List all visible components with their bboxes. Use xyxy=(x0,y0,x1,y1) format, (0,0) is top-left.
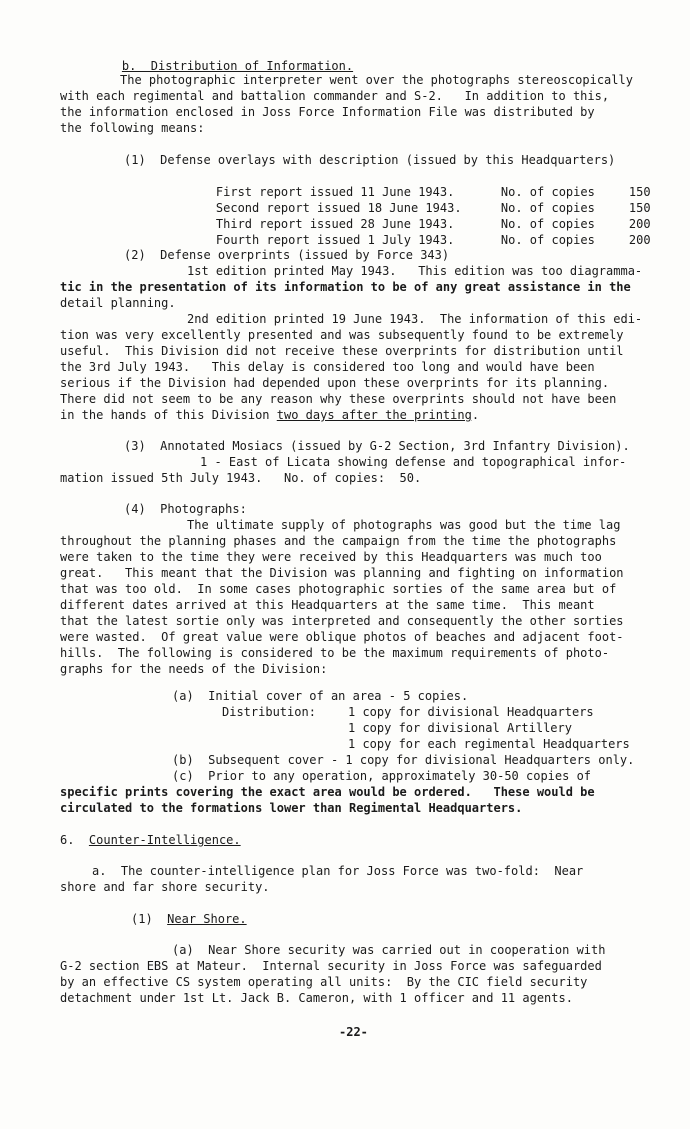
distribution-item: 1 copy for divisional Headquarters xyxy=(348,705,594,719)
section-title: Counter-Intelligence. xyxy=(88,833,241,847)
report-name: Fourth report issued 1 July 1943. xyxy=(215,233,455,247)
paragraph-line: 1st edition printed May 1943. This edition was too diagramma- xyxy=(187,264,643,278)
paragraph-line: The ultimate supply of photographs was good but the time lag xyxy=(187,518,621,532)
requirement-a: (a) Initial cover of an area - 5 copies. xyxy=(172,689,469,703)
subsection-heading xyxy=(131,911,247,927)
paragraph-line: useful. This Division did not receive these overprints for distribution until xyxy=(60,344,624,358)
paragraph-line: detachment under 1st Lt. Jack B. Cameron, with 1 officer and 11 agents. xyxy=(60,991,573,1005)
paragraph-line: shore and far shore security. xyxy=(60,880,270,894)
copies-value: 150 xyxy=(628,201,651,215)
paragraph-line: hills. The following is considered to be the maximum requirements of photo- xyxy=(60,646,610,660)
copies-value: 200 xyxy=(628,217,651,231)
item2-heading: (2) Defense overprints (issued by Force 343) xyxy=(124,248,450,262)
paragraph-line: tion was very excellently presented and was subsequently found to be extremely xyxy=(60,328,624,342)
underlined-phrase: two days after the printing xyxy=(276,408,472,422)
paragraph-line: serious if the Division had depended upon these overprints for its planning. xyxy=(60,376,610,390)
copies-label: No. of copies xyxy=(500,233,595,247)
section-number: 6. xyxy=(60,833,75,847)
paragraph-line: The photographic interpreter went over the photographs stereoscopically xyxy=(120,73,633,87)
paragraph-line: tic in the presentation of its information to be of any great assistance in the xyxy=(60,280,631,294)
paragraph-line: with each regimental and battalion commander and S-2. In addition to this, xyxy=(60,89,610,103)
paragraph-line: throughout the planning phases and the campaign from the time the photographs xyxy=(60,534,617,548)
copies-label: No. of copies xyxy=(500,185,595,199)
text-segment: . xyxy=(471,408,480,422)
paragraph-line: the following means: xyxy=(60,121,205,135)
paragraph-line: the 3rd July 1943. This delay is considered too long and would have been xyxy=(60,360,595,374)
paragraph-line: different dates arrived at this Headquarters at the same time. This meant xyxy=(60,598,595,612)
report-name: Second report issued 18 June 1943. xyxy=(215,201,462,215)
distribution-label: Distribution: xyxy=(222,705,316,719)
copies-value: 150 xyxy=(628,185,651,199)
paragraph-line: There did not seem to be any reason why these overprints should not have been xyxy=(60,392,617,406)
requirement-b: (b) Subsequent cover - 1 copy for divisional Headquarters only. xyxy=(172,753,635,767)
paragraph-line: G-2 section EBS at Mateur. Internal security in Joss Force was safeguarded xyxy=(60,959,602,973)
requirement-c: (c) Prior to any operation, approximately 30-50 copies of xyxy=(172,769,592,783)
paragraph-line: by an effective CS system operating all units: By the CIC field security xyxy=(60,975,588,989)
subsection-title: Near Shore. xyxy=(167,912,247,926)
paragraph-line: great. This meant that the Division was planning and fighting on information xyxy=(60,566,624,580)
distribution-item: 1 copy for each regimental Headquarters xyxy=(348,737,630,751)
report-name: First report issued 11 June 1943. xyxy=(215,185,455,199)
distribution-item: 1 copy for divisional Artillery xyxy=(348,721,572,735)
copies-label: No. of copies xyxy=(500,217,595,231)
section-b-heading-text: b. Distribution of Information. xyxy=(121,59,354,73)
paragraph-line: the information enclosed in Joss Force Information File was distributed by xyxy=(60,105,595,119)
paragraph-line: that was too old. In some cases photographic sorties of the same area but of xyxy=(60,582,617,596)
item3-heading: (3) Annotated Mosiacs (issued by G-2 Section, 3rd Infantry Division). xyxy=(124,439,630,453)
paragraph-line: graphs for the needs of the Division: xyxy=(60,662,328,676)
paragraph-line: (a) Near Shore security was carried out in cooperation with xyxy=(172,943,606,957)
paragraph-line: specific prints covering the exact area would be ordered. These would be xyxy=(60,785,595,799)
paragraph-line xyxy=(60,407,479,423)
copies-value: 200 xyxy=(628,233,651,247)
section-6-heading xyxy=(60,832,241,848)
paragraph-line: that the latest sortie only was interpreted and consequently the other sorties xyxy=(60,614,624,628)
paragraph-line: 2nd edition printed 19 June 1943. The information of this edi- xyxy=(187,312,643,326)
paragraph-line: mation issued 5th July 1943. No. of copies: 50. xyxy=(60,471,422,485)
item1-heading: (1) Defense overlays with description (issued by this Headquarters) xyxy=(124,153,616,167)
paragraph-line: 1 - East of Licata showing defense and topographical infor- xyxy=(200,455,627,469)
copies-label: No. of copies xyxy=(500,201,595,215)
text-segment: in the hands of this Division xyxy=(60,408,277,422)
paragraph-line: were wasted. Of great value were oblique photos of beaches and adjacent foot- xyxy=(60,630,624,644)
paragraph-line: circulated to the formations lower than Regimental Headquarters. xyxy=(60,801,523,815)
paragraph-line: detail planning. xyxy=(60,296,176,310)
subsection-number: (1) xyxy=(131,912,153,926)
paragraph-line: a. The counter-intelligence plan for Joss Force was two-fold: Near xyxy=(92,864,584,878)
report-name: Third report issued 28 June 1943. xyxy=(215,217,455,231)
paragraph-line: were taken to the time they were received by this Headquarters was much too xyxy=(60,550,602,564)
item4-heading: (4) Photographs: xyxy=(124,502,247,516)
page-number: -22- xyxy=(339,1025,368,1039)
